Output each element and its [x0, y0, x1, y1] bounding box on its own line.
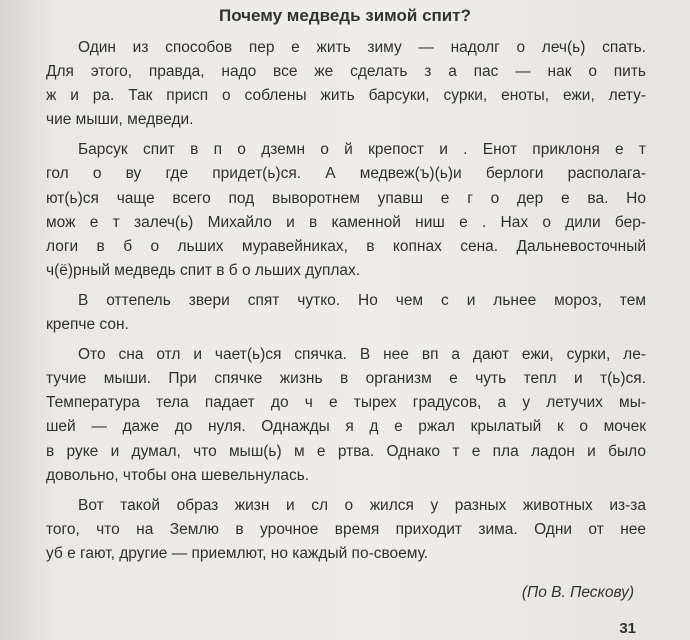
- body-text: [46, 36, 646, 572]
- text-line: тучие мыши. При спячке жизнь в организм е чуть тепл и т(ь)ся.: [46, 370, 646, 388]
- text-line: крепче сон.: [46, 316, 129, 334]
- text-line: ют(ь)ся чаще всего под выворотнем упавш е г о дер е ва. Но: [46, 189, 646, 207]
- source-attribution: (По В. Пескову): [521, 584, 634, 601]
- paragraph-5: [46, 494, 646, 566]
- text-line: В оттепель звери спят чутко. Но чем с и льнее мороз, тем: [78, 291, 646, 309]
- text-line: мож е т залеч(ь) Михайло и в каменной ниш е . Нах о дили бер-: [46, 213, 646, 231]
- paragraph-1: [46, 36, 646, 132]
- text-line: логи в б о льших муравейниках, в копнах сена. Дальневосточный: [46, 237, 646, 255]
- text-line: Вот такой образ жизн и сл о жился у разных животных из-за: [78, 496, 646, 514]
- text-line: Ото сна отл и чает(ь)ся спячка. В нее вп а дают ежи, сурки, ле-: [78, 346, 646, 364]
- text-line: Один из способов пер е жить зиму — надолг о леч(ь) спать.: [78, 39, 646, 56]
- text-line: гол о ву где придет(ь)ся. А медвеж(ъ)(ь)и берлоги располага-: [46, 165, 646, 183]
- paragraph-4: [46, 343, 646, 488]
- text-line: шей — даже до нуля. Однажды я д е ржал крылатый к о мочек: [46, 418, 646, 436]
- text-line: в руке и думал, что мыш(ь) м е ртва. Однако т е пла ладон и было: [46, 442, 646, 460]
- text-line: Для этого, правда, надо все же сделать з а пас — нак о пить: [46, 63, 646, 81]
- page-title: Почему медведь зимой спит?: [219, 6, 471, 25]
- text-line: уб е гают, другие — приемлют, но каждый по-своему.: [46, 544, 429, 562]
- paragraph-3: [46, 289, 646, 337]
- text-line: Барсук спит в п о дземн о й крепост и . Енот приклоня е т: [78, 141, 646, 159]
- text-line: чие мыши, медведи.: [46, 111, 194, 129]
- text-line: довольно, чтобы она шевельнулась.: [46, 466, 310, 484]
- text-line: того, что на Землю в урочное время приходит зима. Одни от нее: [46, 520, 646, 538]
- text-line: ч(ё)рный медведь спит в б о льших дуплах.: [46, 261, 361, 279]
- text-line: Температура тела падает до ч е тырех градусов, а у летучих мы-: [46, 394, 646, 412]
- paragraph-2: [46, 138, 646, 283]
- text-line: ж и ра. Так присп о соблены жить барсуки, сурки, еноты, ежи, лету-: [46, 87, 646, 105]
- page-number: 31: [619, 620, 636, 637]
